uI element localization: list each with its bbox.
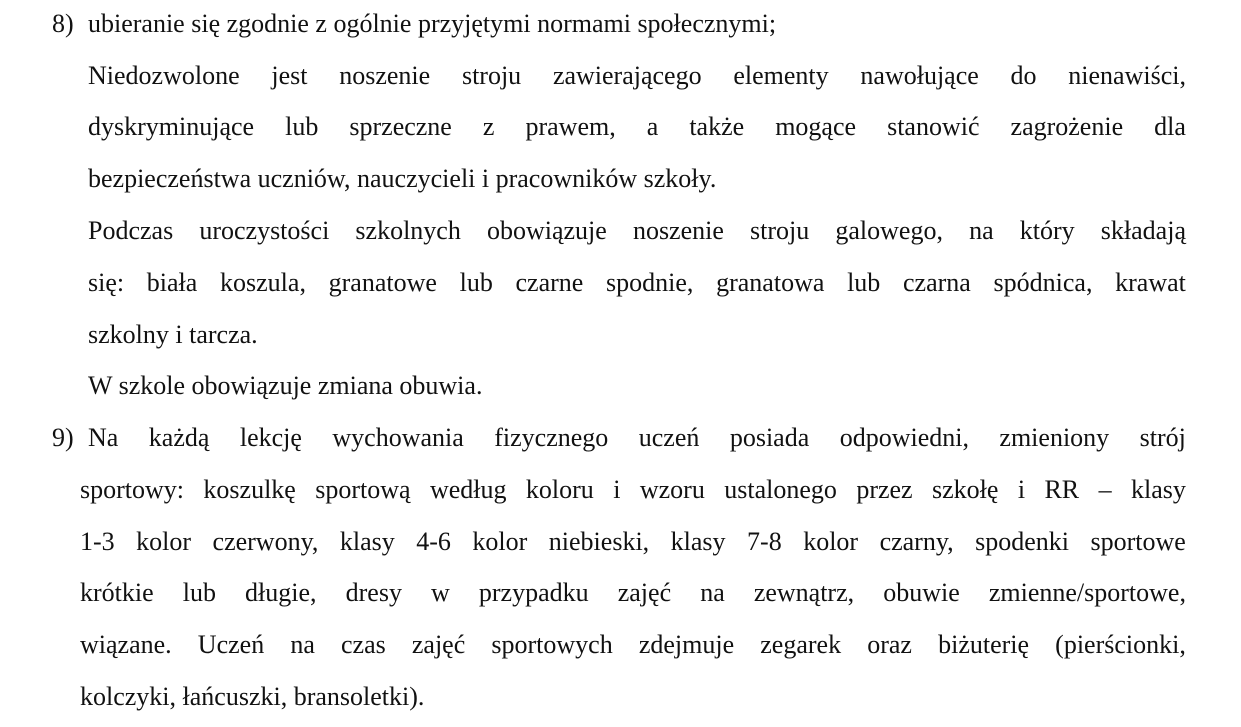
word: Podczas [88, 216, 174, 245]
word: na [969, 216, 994, 245]
word: zdejmuje [638, 630, 735, 659]
word: 4-6 [416, 527, 451, 556]
word: klasy [670, 527, 726, 556]
word: stroju [461, 61, 522, 90]
word: zmieniony [999, 423, 1110, 452]
word: niebieski, [548, 527, 650, 556]
word: jest [271, 61, 308, 90]
item-8-para1-line-2 [88, 111, 1186, 143]
word: na [700, 578, 725, 607]
word: 1-3 [80, 527, 115, 556]
word: lub [285, 112, 319, 141]
word: przypadku [478, 578, 589, 607]
word: odpowiedni, [839, 423, 969, 452]
word: Niedozwolone [88, 61, 240, 90]
word: i [1017, 475, 1026, 504]
word: i [613, 475, 621, 504]
word: granatowa [716, 268, 825, 297]
word: sportowy: [80, 475, 184, 504]
word: spodenki [975, 527, 1070, 556]
word: posiada [729, 423, 810, 452]
word: zajęć [617, 578, 672, 607]
word: na [290, 630, 315, 659]
word: zmienne/sportowe, [988, 578, 1186, 607]
item-8-para1-line-1 [88, 60, 1186, 92]
word: biała [146, 268, 198, 297]
word: – [1098, 475, 1112, 504]
word: nienawiści, [1068, 61, 1186, 90]
word: krótkie [80, 578, 154, 607]
word: mogące [775, 112, 857, 141]
item-8-para3: W szkole obowiązuje zmiana obuwia. [88, 371, 483, 400]
word: fizycznego [494, 423, 609, 452]
word: każdą [148, 423, 210, 452]
item-9-line-6: kolczyki, łańcuszki, bransoletki). [80, 682, 425, 711]
word: koszula, [220, 268, 306, 297]
word: lekcję [239, 423, 302, 452]
word: czarny, [879, 527, 954, 556]
word: biżuterię [938, 630, 1030, 659]
word: lub [459, 268, 493, 297]
word: wzoru [639, 475, 705, 504]
word: galowego, [835, 216, 943, 245]
word: krawat [1115, 268, 1186, 297]
word: do [1010, 61, 1037, 90]
word: strój [1139, 423, 1186, 452]
word: się: [88, 268, 125, 297]
item-8-para2-line-2 [88, 267, 1186, 299]
word: obuwie [883, 578, 960, 607]
word: kolor [136, 527, 192, 556]
word: który [1019, 216, 1075, 245]
word: wychowania [332, 423, 464, 452]
word: czarna [903, 268, 971, 297]
word: (pierścionki, [1055, 630, 1186, 659]
word: czas [341, 630, 386, 659]
word: granatowe [328, 268, 437, 297]
item-8-heading: ubieranie się zgodnie z ogólnie przyjętymi normami społecznymi; [88, 9, 777, 38]
word: długie, [245, 578, 317, 607]
item-8-para1-line-3: bezpieczeństwa uczniów, nauczycieli i pracowników szkoły. [88, 164, 717, 193]
word: spódnica, [993, 268, 1093, 297]
word: sportowe [1090, 527, 1186, 556]
word: lub [847, 268, 881, 297]
word: zajęć [411, 630, 466, 659]
word: zegarek [760, 630, 842, 659]
word: noszenie [339, 61, 431, 90]
word: sportowych [491, 630, 613, 659]
word: zawierającego [552, 61, 702, 90]
word: uczeń [638, 423, 700, 452]
word: spodnie, [606, 268, 694, 297]
item-9-line-3 [80, 526, 1186, 558]
word: stanowić [887, 112, 980, 141]
word: z [482, 112, 495, 141]
word: także [689, 112, 745, 141]
word: RR [1044, 475, 1080, 504]
word: dla [1154, 112, 1186, 141]
word: a [646, 112, 659, 141]
item-8-para2-line-3: szkolny i tarcza. [88, 320, 258, 349]
word: klasy [339, 527, 395, 556]
word: szkolnych [355, 216, 461, 245]
item-8-number: 8) [52, 9, 74, 38]
word: zagrożenie [1010, 112, 1124, 141]
word: koszulkę [203, 475, 296, 504]
word: przez [856, 475, 913, 504]
word: ustalonego [724, 475, 837, 504]
word: prawem, [525, 112, 616, 141]
word: 7-8 [747, 527, 782, 556]
word: noszenie [632, 216, 724, 245]
word: szkołę [932, 475, 999, 504]
word: sportową [315, 475, 411, 504]
word: klasy [1130, 475, 1186, 504]
word: kolor [472, 527, 528, 556]
word: czerwony, [212, 527, 319, 556]
word: nawołujące [860, 61, 979, 90]
word: składają [1100, 216, 1186, 245]
word: lub [182, 578, 216, 607]
word: w [431, 578, 450, 607]
word: według [429, 475, 507, 504]
word: koloru [525, 475, 594, 504]
word: oraz [867, 630, 912, 659]
word: dyskryminujące [88, 112, 255, 141]
word: obowiązuje [486, 216, 607, 245]
word: dresy [345, 578, 402, 607]
word: zewnątrz, [753, 578, 855, 607]
word: wiązane. [80, 630, 172, 659]
word: sprzeczne [349, 112, 452, 141]
item-9-line-4 [80, 577, 1186, 609]
item-9-number: 9) [52, 423, 74, 452]
word: elementy [733, 61, 829, 90]
item-9-line-2 [80, 474, 1186, 506]
word: stroju [750, 216, 810, 245]
item-8-para2-line-1 [88, 215, 1186, 247]
word: uroczystości [199, 216, 330, 245]
word: Na [88, 423, 119, 452]
word: kolor [803, 527, 859, 556]
word: czarne [515, 268, 584, 297]
item-9-line-1 [88, 422, 1186, 454]
item-9-line-5 [80, 629, 1186, 661]
word: Uczeń [197, 630, 265, 659]
